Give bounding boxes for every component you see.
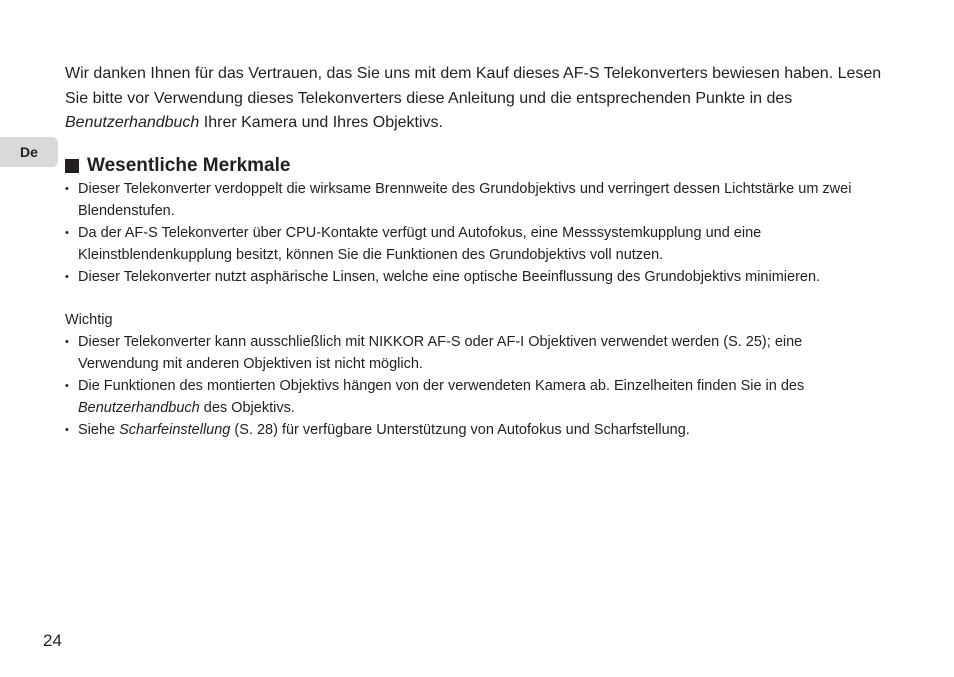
note-text: Siehe xyxy=(78,422,120,438)
notes-list xyxy=(65,331,885,441)
note-label: Wichtig xyxy=(65,312,113,328)
list-item: • Dieser Telekonverter nutzt asphärische Linsen, welche eine optische Beeinflussung des Grundobjektivs minimieren. xyxy=(65,266,885,288)
note-text: des Objektivs. xyxy=(199,400,295,416)
note-italic: Benutzerhandbuch xyxy=(78,400,200,416)
intro-text-2: Ihrer Kamera und Ihres Objektivs. xyxy=(199,114,443,131)
list-item: • Da der AF-S Telekonverter über CPU-Kontakte verfügt und Autofokus, eine Messsystemkupplung und eine Kleinstblendenkupplung besitzt, können Sie die Funktionen des Grundobjektivs voll nutzen. xyxy=(65,222,885,266)
list-item: • Dieser Telekonverter verdoppelt die wirksame Brennweite des Grundobjektivs und verringert dessen Lichtstärke um zwei Blendenstufen. xyxy=(65,178,885,222)
list-item xyxy=(65,419,885,441)
section-title: Wesentliche Merkmale xyxy=(87,155,291,176)
intro-text-1: Wir danken Ihnen für das Vertrauen, das Sie uns mit dem Kauf dieses AF-S Telekonverters bewiesen haben. Lesen Sie bitte vor Verwendung dieses Telekonverters diese Anleitung und die entsprechenden Punkte in des xyxy=(65,65,882,107)
list-item xyxy=(65,375,885,419)
intro-paragraph xyxy=(65,62,885,136)
language-tab: De xyxy=(0,137,58,167)
note-italic: Scharfeinstellung xyxy=(119,422,231,438)
square-bullet-icon xyxy=(65,159,79,173)
features-list xyxy=(65,178,885,288)
note-text: Die Funktionen des montierten Objektivs hängen von der verwendeten Kamera ab. Einzelheiten finden Sie in des xyxy=(78,378,805,394)
note-text: (S. 28) für verfügbare Unterstützung von Autofokus und Scharfstellung. xyxy=(230,422,690,438)
section-heading xyxy=(65,153,290,179)
intro-italic: Benutzerhandbuch xyxy=(65,114,200,131)
list-item: • Dieser Telekonverter kann ausschließlich mit NIKKOR AF-S oder AF-I Objektiven verwendet werden (S. 25); eine Verwendung mit anderen Objektiven ist nicht möglich. xyxy=(65,331,885,375)
page-number: 24 xyxy=(43,631,62,650)
